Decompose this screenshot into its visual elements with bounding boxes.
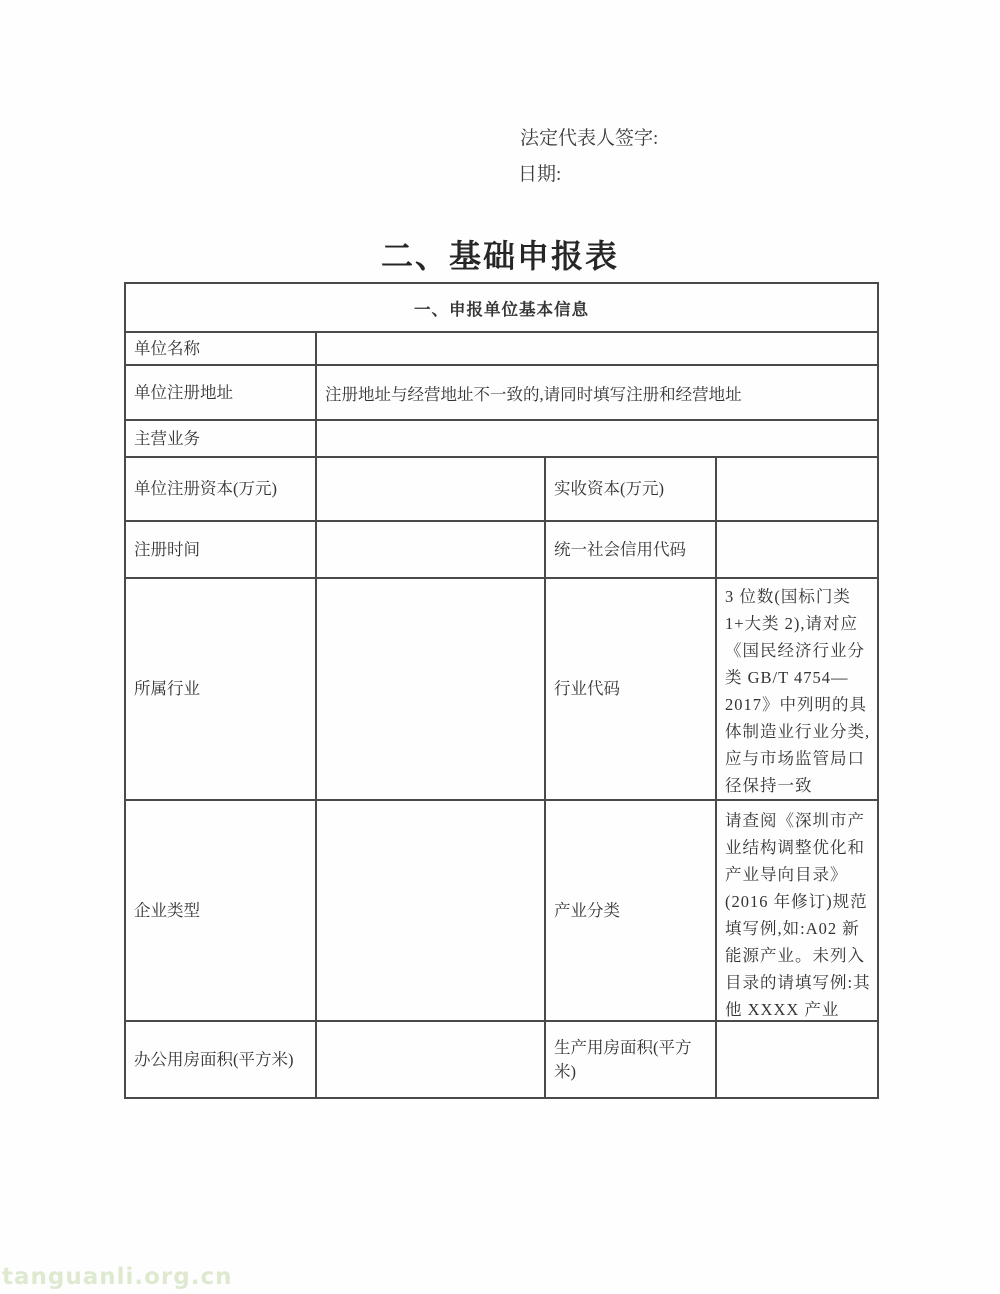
cell-main-business-value <box>316 420 878 457</box>
table-row <box>125 332 878 365</box>
cell-industry-value <box>316 578 545 800</box>
cell-registered-capital-label: 单位注册资本(万元) <box>125 457 316 521</box>
page-title: 二、基础申报表 <box>380 238 619 274</box>
cell-industry-classification-note <box>716 800 878 1021</box>
signature-label: 法定代表人签字: <box>520 128 659 149</box>
industry-code-note-text: 3 位数(国标门类 1+大类 2),请对应《国民经济行业分类 GB/T 4754—2017》中列明的具体制造业行业分类,应与市场监管局口径保持一致 <box>725 587 871 795</box>
basic-info-table <box>124 282 879 1099</box>
cell-office-area-label: 办公用房面积(平方米) <box>125 1021 316 1098</box>
cell-production-area-value <box>716 1021 878 1098</box>
table-section-header: 一、申报单位基本信息 <box>125 283 878 332</box>
table-row <box>125 420 878 457</box>
cell-production-area-label: 生产用房面积(平方米) <box>545 1021 716 1098</box>
table-row <box>125 365 878 420</box>
cell-industry-classification-label: 产业分类 <box>545 800 716 1021</box>
cell-industry-code-note <box>716 578 878 800</box>
cell-registered-address-note: 注册地址与经营地址不一致的,请同时填写注册和经营地址 <box>316 365 878 420</box>
date-label: 日期: <box>518 164 562 185</box>
cell-industry-code-label: 行业代码 <box>545 578 716 800</box>
table-row <box>125 457 878 521</box>
cell-industry-label: 所属行业 <box>125 578 316 800</box>
cell-enterprise-type-value <box>316 800 545 1021</box>
cell-registration-date-label: 注册时间 <box>125 521 316 578</box>
cell-credit-code-value <box>716 521 878 578</box>
cell-credit-code-label: 统一社会信用代码 <box>545 521 716 578</box>
cell-registered-address-label: 单位注册地址 <box>125 365 316 420</box>
table-header-row <box>125 283 878 332</box>
cell-main-business-label: 主营业务 <box>125 420 316 457</box>
cell-paid-in-capital-label: 实收资本(万元) <box>545 457 716 521</box>
cell-enterprise-type-label: 企业类型 <box>125 800 316 1021</box>
table-row <box>125 1021 878 1098</box>
watermark: tanguanli.org.cn <box>2 1264 233 1290</box>
cell-unit-name-label: 单位名称 <box>125 332 316 365</box>
cell-registered-capital-value <box>316 457 545 521</box>
cell-office-area-value <box>316 1021 545 1098</box>
industry-classification-note-text: 请查阅《深圳市产业结构调整优化和产业导向目录》(2016 年修订)规范填写例,如:A02 新能源产业。未列入目录的请填写例:其他 XXXX 产业 <box>725 810 871 1019</box>
table-row <box>125 521 878 578</box>
table-row <box>125 578 878 800</box>
cell-unit-name-value <box>316 332 878 365</box>
table-row <box>125 800 878 1021</box>
cell-registration-date-value <box>316 521 545 578</box>
cell-paid-in-capital-value <box>716 457 878 521</box>
